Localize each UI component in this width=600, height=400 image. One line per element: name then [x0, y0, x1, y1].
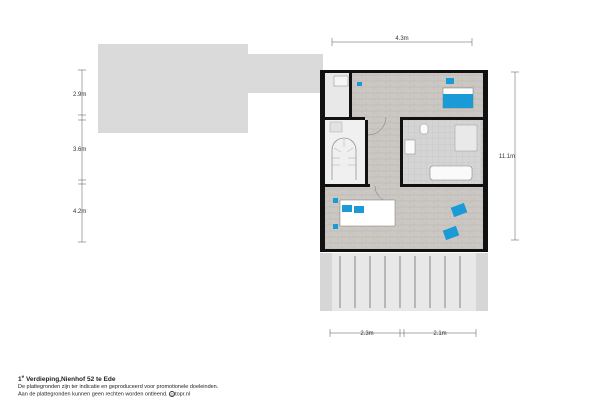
wall-storage: [349, 73, 352, 118]
shower: [455, 125, 477, 151]
floor-number: 1: [18, 376, 22, 384]
balcony: [320, 253, 488, 311]
dim-bottom: [330, 329, 476, 337]
wall-bath-left: [400, 120, 403, 186]
copyright-icon: ©: [170, 392, 174, 398]
wall-lower-1: [325, 184, 370, 187]
floor-suffix: e: [21, 374, 25, 379]
pillow-left: [342, 205, 352, 212]
roof-area-left: [98, 44, 248, 133]
dim-bottom-left-label: 2.3m: [360, 331, 374, 337]
chair-blue: [357, 82, 362, 86]
roof-area-middle: [248, 54, 323, 93]
bathtub: [430, 166, 472, 180]
wall-right: [483, 72, 488, 252]
dim-bottom-right-label: 2.1m: [433, 331, 447, 337]
caption-disclaimer-text: Aan de plattegronden kunnen geen rechten worden ontleend.: [18, 391, 168, 398]
dim-right-label: 11.1m: [498, 154, 516, 160]
bed-top-blanket: [443, 94, 473, 108]
small-closet: [330, 122, 342, 132]
nightstand-bottom: [333, 198, 338, 203]
sink: [405, 140, 415, 154]
nightstand: [446, 78, 454, 84]
caption: [18, 372, 438, 399]
caption-title: [18, 372, 438, 384]
nightstand-bottom-2: [333, 224, 338, 229]
wall-mid-1: [325, 117, 365, 120]
bed-bottom: [340, 200, 395, 226]
wall-bottom: [320, 249, 488, 252]
caption-disclaimer-2: [18, 391, 438, 398]
balcony-edge-left: [320, 253, 332, 311]
logo-text: topr.nl: [175, 391, 191, 398]
desk: [334, 76, 348, 86]
pillow-right: [354, 206, 364, 213]
dim-left-lower-label: 4.2m: [73, 209, 87, 215]
wall-bath-bottom: [400, 184, 483, 187]
caption-disclaimer-1: De plattegronden zijn ter indicatie en geproduceerd voor promotionele doeleinden.: [18, 384, 219, 391]
wall-stair-right: [365, 120, 368, 185]
caption-address: Verdieping,Nienhof 52 te Ede: [24, 376, 116, 384]
wall-mid-2: [400, 117, 483, 120]
dim-left-middle-label: 3.6m: [73, 147, 87, 153]
dim-top-label: 4.3m: [395, 36, 409, 42]
wall-top: [320, 70, 488, 73]
balcony-edge-right: [476, 253, 488, 311]
toilet: [420, 124, 428, 134]
wall-left: [320, 72, 325, 252]
dim-left-upper-label: 2.9m: [73, 92, 87, 98]
